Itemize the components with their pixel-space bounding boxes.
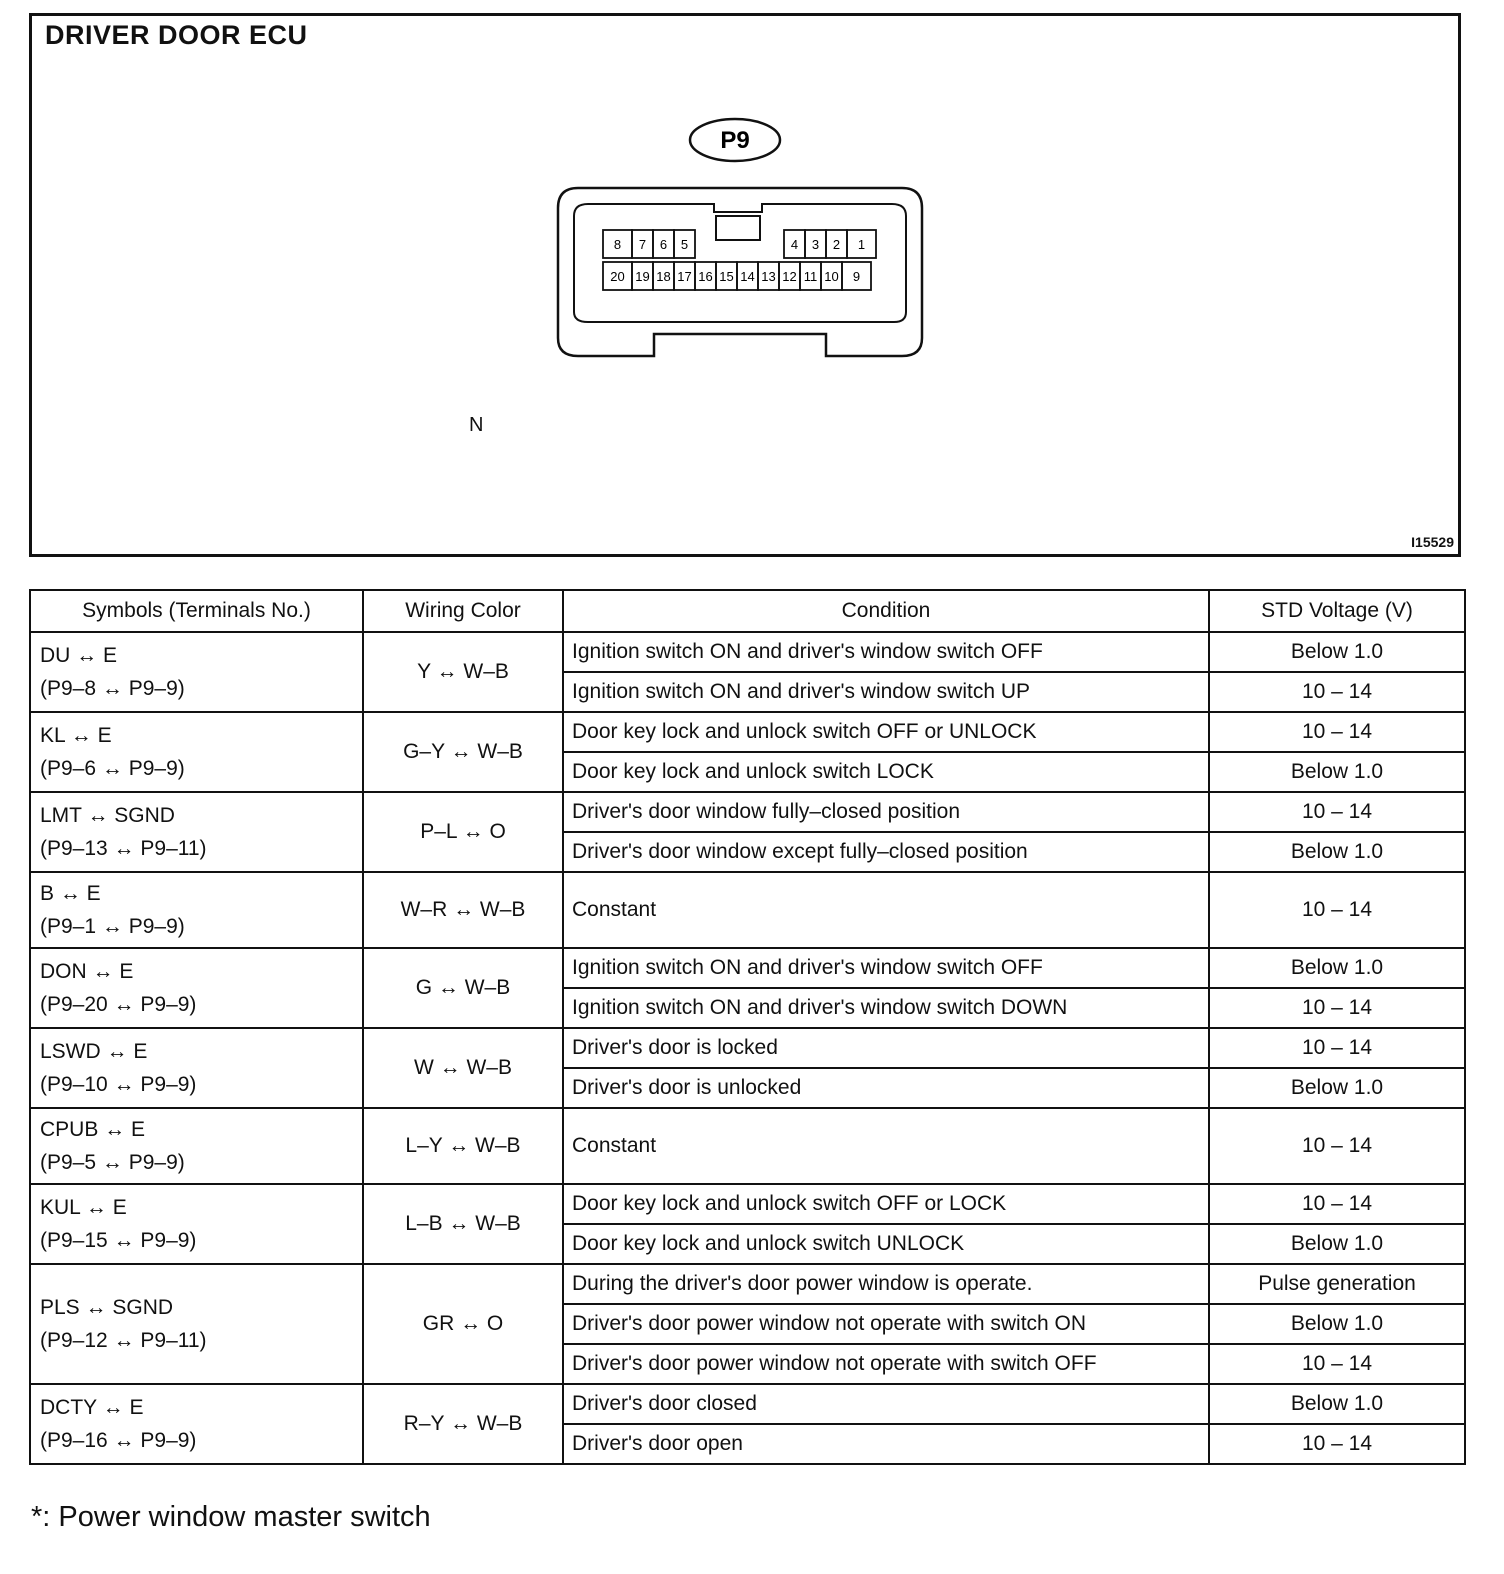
condition-cell: Driver's door closed	[563, 1384, 1209, 1424]
voltage-cell: Pulse generation	[1209, 1264, 1465, 1304]
pin-number: 15	[719, 269, 734, 284]
voltage-cell: 10 – 14	[1209, 1344, 1465, 1384]
symbol-cell	[30, 792, 363, 872]
voltage-cell: Below 1.0	[1209, 632, 1465, 672]
voltage-cell: Below 1.0	[1209, 948, 1465, 988]
condition-cell: Driver's door open	[563, 1424, 1209, 1464]
terminal-symbol: KUL ↔ E	[40, 1196, 127, 1219]
terminal-spec-table	[29, 589, 1466, 1465]
voltage-cell: 10 – 14	[1209, 1108, 1465, 1184]
connector-label: P9	[720, 127, 750, 154]
header-wiring-color: Wiring Color	[363, 590, 563, 632]
terminal-symbol: KL ↔ E	[40, 724, 112, 747]
table-row	[30, 872, 1465, 948]
condition-cell: Ignition switch ON and driver's window switch OFF	[563, 948, 1209, 988]
pin-number: 9	[852, 269, 861, 284]
table-row	[30, 1108, 1465, 1184]
voltage-cell: 10 – 14	[1209, 872, 1465, 948]
terminal-symbol: PLS ↔ SGND	[40, 1296, 174, 1319]
footnote: *: Power window master switch	[31, 1501, 431, 1533]
table-row	[30, 1028, 1465, 1068]
pin-number: 10	[824, 269, 839, 284]
terminal-symbol: LMT ↔ SGND	[40, 804, 175, 827]
condition-cell: Door key lock and unlock switch OFF or LOCK	[563, 1184, 1209, 1224]
terminal-symbol: DCTY ↔ E	[40, 1396, 144, 1419]
voltage-cell: Below 1.0	[1209, 1068, 1465, 1108]
condition-cell: Driver's door is unlocked	[563, 1068, 1209, 1108]
condition-cell: Driver's door power window not operate with switch ON	[563, 1304, 1209, 1344]
pin-number: 14	[740, 269, 755, 284]
table-row	[30, 792, 1465, 832]
header-symbols: Symbols (Terminals No.)	[30, 590, 363, 632]
symbol-cell	[30, 1384, 363, 1464]
terminal-symbol: DON ↔ E	[40, 960, 134, 983]
terminal-numbers: (P9–13 ↔ P9–11)	[40, 837, 207, 860]
wiring-color-cell: G ↔ W–B	[363, 948, 563, 1028]
terminal-symbol: B ↔ E	[40, 882, 101, 905]
wiring-color-cell: Y ↔ W–B	[363, 632, 563, 712]
terminal-numbers: (P9–10 ↔ P9–9)	[40, 1073, 197, 1096]
condition-cell: Door key lock and unlock switch LOCK	[563, 752, 1209, 792]
condition-cell: Driver's door window except fully–closed position	[563, 832, 1209, 872]
terminal-numbers: (P9–15 ↔ P9–9)	[40, 1229, 197, 1252]
condition-cell: Constant	[563, 872, 1209, 948]
connector-diagram	[29, 13, 1461, 557]
terminal-numbers: (P9–5 ↔ P9–9)	[40, 1151, 185, 1174]
table-row	[30, 948, 1465, 988]
voltage-cell: Below 1.0	[1209, 1224, 1465, 1264]
pin-number: 13	[761, 269, 776, 284]
pin-number: 17	[677, 269, 692, 284]
terminal-numbers: (P9–16 ↔ P9–9)	[40, 1429, 197, 1452]
terminal-numbers: (P9–8 ↔ P9–9)	[40, 677, 185, 700]
figure-id: I15529	[1411, 534, 1454, 550]
wiring-color-cell: L–Y ↔ W–B	[363, 1108, 563, 1184]
wiring-color-cell: W ↔ W–B	[363, 1028, 563, 1108]
voltage-cell: Below 1.0	[1209, 1304, 1465, 1344]
voltage-cell: 10 – 14	[1209, 988, 1465, 1028]
wiring-color-cell: GR ↔ O	[363, 1264, 563, 1384]
pin-number: 5	[680, 237, 689, 252]
condition-cell: Driver's door is locked	[563, 1028, 1209, 1068]
pin-number: 7	[638, 237, 647, 252]
wiring-color-cell: L–B ↔ W–B	[363, 1184, 563, 1264]
terminal-numbers: (P9–6 ↔ P9–9)	[40, 757, 185, 780]
condition-cell: Constant	[563, 1108, 1209, 1184]
voltage-cell: Below 1.0	[1209, 832, 1465, 872]
pin-number: 12	[782, 269, 797, 284]
connector-inner-outline	[574, 204, 906, 322]
symbol-cell	[30, 632, 363, 712]
condition-cell: Driver's door power window not operate with switch OFF	[563, 1344, 1209, 1384]
table-body	[30, 632, 1465, 1464]
pin-number: 11	[803, 269, 818, 284]
terminal-symbol: LSWD ↔ E	[40, 1040, 148, 1063]
pin-number: 6	[659, 237, 668, 252]
pin-number: 16	[698, 269, 713, 284]
wiring-color-cell: W–R ↔ W–B	[363, 872, 563, 948]
terminal-numbers: (P9–20 ↔ P9–9)	[40, 993, 197, 1016]
symbol-cell	[30, 872, 363, 948]
wiring-color-cell: P–L ↔ O	[363, 792, 563, 872]
table-row	[30, 712, 1465, 752]
symbol-cell	[30, 1028, 363, 1108]
condition-cell: Ignition switch ON and driver's window switch OFF	[563, 632, 1209, 672]
pin-number: 3	[811, 237, 820, 252]
voltage-cell: 10 – 14	[1209, 792, 1465, 832]
table-row	[30, 1264, 1465, 1304]
symbol-cell	[30, 948, 363, 1028]
symbol-cell	[30, 1108, 363, 1184]
symbol-cell	[30, 1184, 363, 1264]
condition-cell: Driver's door window fully–closed position	[563, 792, 1209, 832]
table-row	[30, 1384, 1465, 1424]
pin-number: 20	[610, 269, 625, 284]
terminal-numbers: (P9–1 ↔ P9–9)	[40, 915, 185, 938]
header-condition: Condition	[563, 590, 1209, 632]
voltage-cell: Below 1.0	[1209, 752, 1465, 792]
header-std-voltage: STD Voltage (V)	[1209, 590, 1465, 632]
symbol-cell	[30, 1264, 363, 1384]
voltage-cell: 10 – 14	[1209, 1028, 1465, 1068]
condition-cell: Door key lock and unlock switch UNLOCK	[563, 1224, 1209, 1264]
terminal-symbol: CPUB ↔ E	[40, 1118, 146, 1141]
terminal-numbers: (P9–12 ↔ P9–11)	[40, 1329, 207, 1352]
pin-number: 19	[635, 269, 650, 284]
voltage-cell: 10 – 14	[1209, 712, 1465, 752]
voltage-cell: 10 – 14	[1209, 1184, 1465, 1224]
connector-drawing	[32, 16, 1458, 554]
voltage-cell: 10 – 14	[1209, 1424, 1465, 1464]
pin-number: 8	[613, 237, 622, 252]
voltage-cell: 10 – 14	[1209, 672, 1465, 712]
pin-number: 4	[790, 237, 799, 252]
pin-number: 2	[832, 237, 841, 252]
pin-number: 1	[857, 237, 866, 252]
diagram-title: DRIVER DOOR ECU	[45, 20, 308, 50]
symbol-cell	[30, 712, 363, 792]
table-header-row	[30, 590, 1465, 632]
voltage-cell: Below 1.0	[1209, 1384, 1465, 1424]
table-row	[30, 632, 1465, 672]
wiring-color-cell: G–Y ↔ W–B	[363, 712, 563, 792]
wiring-color-cell: R–Y ↔ W–B	[363, 1384, 563, 1464]
pin-number: 18	[656, 269, 671, 284]
connector-latch	[716, 216, 760, 240]
terminal-symbol: DU ↔ E	[40, 644, 118, 667]
condition-cell: During the driver's door power window is operate.	[563, 1264, 1209, 1304]
condition-cell: Ignition switch ON and driver's window switch DOWN	[563, 988, 1209, 1028]
condition-cell: Door key lock and unlock switch OFF or UNLOCK	[563, 712, 1209, 752]
table-row	[30, 1184, 1465, 1224]
condition-cell: Ignition switch ON and driver's window switch UP	[563, 672, 1209, 712]
orientation-mark: N	[469, 414, 484, 436]
